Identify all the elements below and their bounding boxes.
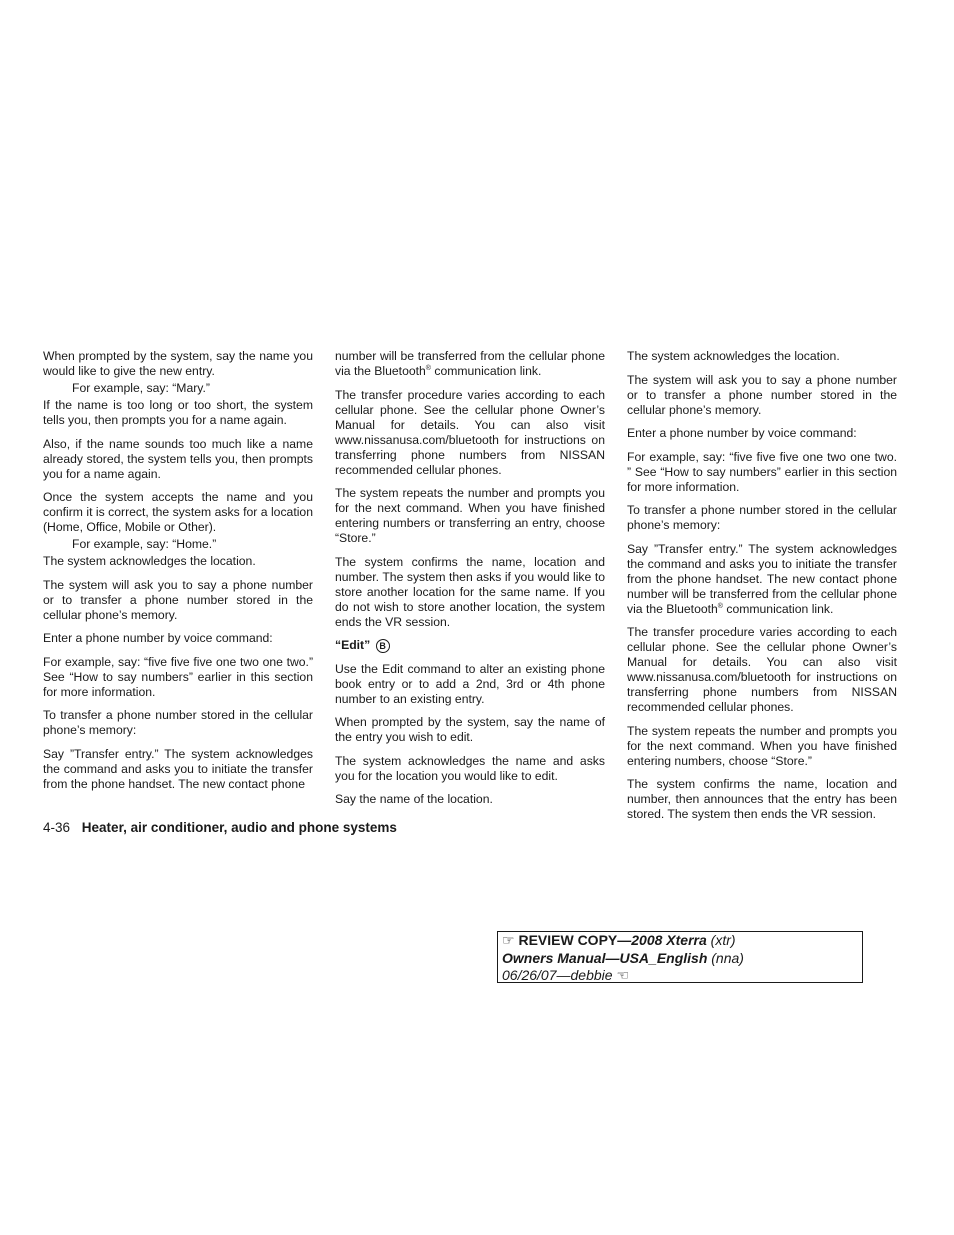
paragraph: When prompted by the system, say the name of the entry you wish to edit. [335,715,605,744]
paragraph: If the name is too long or too short, the system tells you, then prompts you for a name again. [43,398,313,427]
paragraph [627,542,897,617]
text-column-middle [335,349,605,816]
paragraph: To transfer a phone number stored in the cellular phone’s memory: [43,708,313,737]
paragraph: Once the system accepts the name and you confirm it is correct, the system asks for a location (Home, Office, Mobile or Other). [43,490,313,534]
paragraph: The system repeats the number and prompts you for the next command. When you have finished entering numbers or transferring an entry, choose “Store.” [335,486,605,545]
paragraph-text: Say ”Transfer entry.” The system acknowledges the command and asks you to initiate the transfer from the phone handset. The new contact phone number will be transferred from the cellular phone via the Bluetooth [627,541,897,616]
paragraph: The system confirms the name, location and number. The system then asks if you would like to store another location for the same name. If you do not wish to store another location, the system ends the VR session. [335,554,605,629]
section-heading-edit [335,638,605,653]
paragraph: The system acknowledges the name and asks you for the location you would like to edit. [335,753,605,783]
paragraph-text: communication link. [722,601,834,616]
manual-code: (nna) [707,949,744,966]
example-line: For example, say: “Mary.” [72,381,210,395]
paragraph: The system will ask you to say a phone number or to transfer a phone number stored in the cellular phone’s memory. [627,372,897,417]
paragraph-text: communication link. [430,364,542,378]
paragraph [335,349,605,379]
paragraph-text: number will be transferred from the cellular phone via the Bluetooth [335,349,605,378]
callout-badge: B [376,639,390,653]
paragraph: The system will ask you to say a phone number or to transfer a phone number stored in the cellular phone’s memory. [43,577,313,622]
hand-pointing-left-icon: ☜ [616,967,629,983]
text-column-right [627,349,897,831]
vehicle-model: 2008 Xterra [631,932,707,948]
model-code: (xtr) [706,932,736,948]
paragraph: The system acknowledges the location. [43,554,256,568]
registered-mark: ® [717,602,723,610]
manual-name: Owners Manual—USA_English [502,949,708,966]
paragraph: Enter a phone number by voice command: [43,631,273,645]
example-line: For example, say: “Home.” [72,537,217,551]
paragraph: To transfer a phone number stored in the cellular phone’s memory: [627,503,897,532]
paragraph: The system confirms the name, location and number, then announces that the entry has been stored. The system then ends the VR session. [627,777,897,821]
review-label: REVIEW COPY— [518,932,632,948]
review-date-author: 06/26/07—debbie [502,967,613,983]
hand-pointing-right-icon: ☞ [502,932,515,948]
heading-text: “Edit” [335,638,371,652]
registered-mark: ® [425,364,431,372]
paragraph: The system acknowledges the location. [627,349,840,363]
paragraph: Use the Edit command to alter an existing phone book entry or to add a 2nd, 3rd or 4th phone number to an existing entry. [335,661,605,706]
review-line-3 [502,967,858,985]
page-number: 4-36 [43,820,71,835]
review-line-1 [502,932,858,950]
paragraph: When prompted by the system, say the name you would like to give the new entry. [43,349,313,378]
paragraph: For example, say: “five five five one two one two.” See “How to say numbers” earlier in this section for more information. [43,654,313,699]
text-column-left [43,349,313,800]
paragraph: For example, say: “five five five one two one two. ” See “How to say numbers” earlier in this section for more information. [627,449,897,494]
paragraph: Enter a phone number by voice command: [627,426,857,440]
section-title: Heater, air conditioner, audio and phone systems [81,820,397,835]
paragraph: The transfer procedure varies according to each cellular phone. See the cellular phone Owner’s Manual for details. You can also visit www.nissanusa.com/bluetooth for instructions on transferring phone numbers from NISSAN recommended cellular phones. [335,387,605,477]
paragraph: Also, if the name sounds too much like a name already stored, the system tells you, then prompts you for a name again. [43,436,313,481]
paragraph: Say the name of the location. [335,792,493,806]
review-line-2 [502,950,858,968]
paragraph: The system repeats the number and prompts you for the next command. When you have finished entering numbers, choose “Store.” [627,723,897,768]
review-copy-stamp [497,931,863,983]
page-footer [43,820,397,835]
paragraph: The transfer procedure varies according to each cellular phone. See the cellular phone Owner’s Manual for details. You can also visit www.nissanusa.com/bluetooth for instructions on transferring phone numbers from NISSAN recommended cellular phones. [627,625,897,714]
paragraph: Say ”Transfer entry.” The system acknowledges the command and asks you to initiate the transfer from the phone handset. The new contact phone [43,746,313,791]
